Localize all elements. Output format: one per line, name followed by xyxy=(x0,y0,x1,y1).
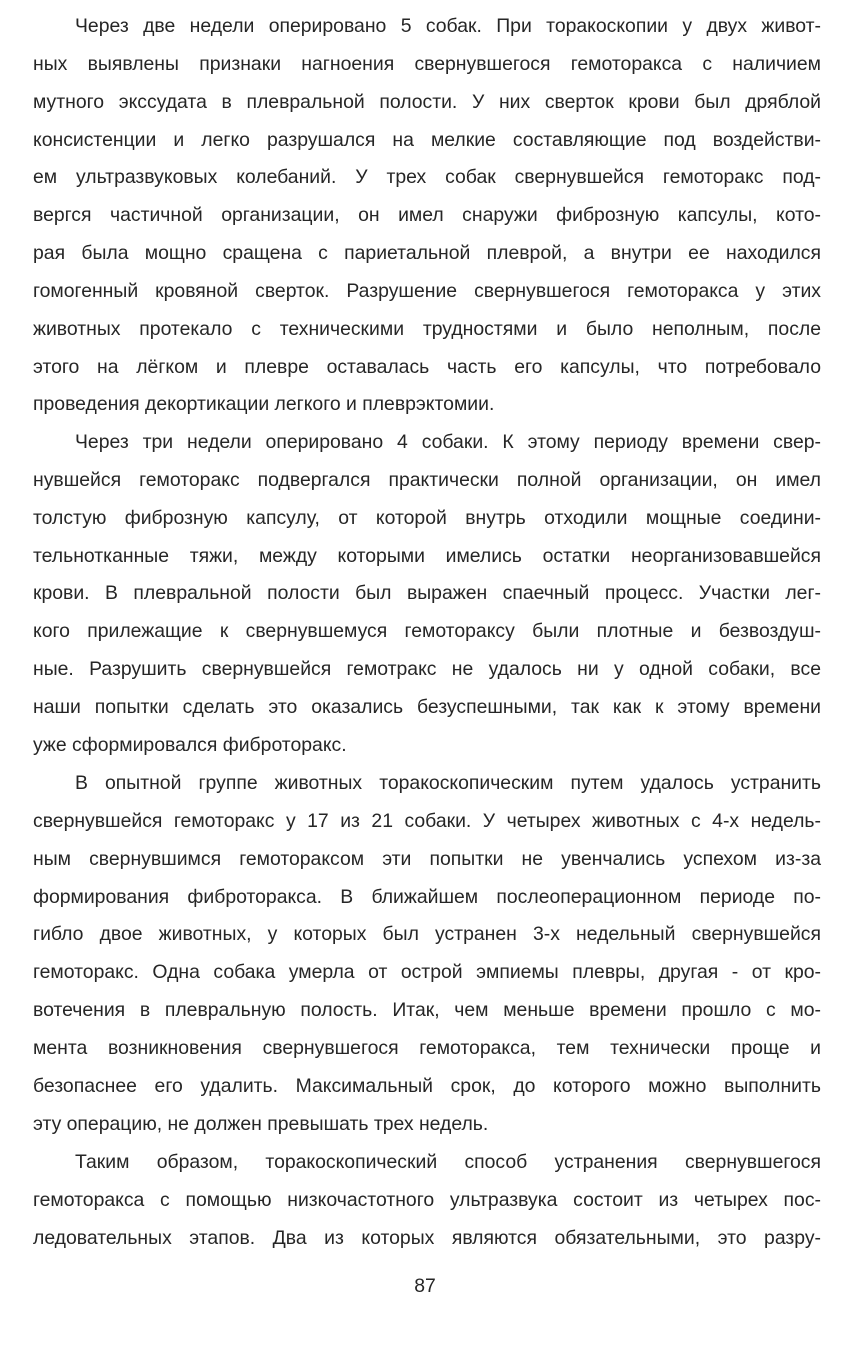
text-line: гибло двое животных, у которых был устранен 3-х недельный свернувшейся xyxy=(33,923,821,946)
text-line: рая была мощно сращена с париетальной плеврой, а внутри ее находился xyxy=(33,242,821,265)
text-line: проведения декортикации легкого и плеврэктомии. xyxy=(33,393,495,416)
text-line: вотечения в плевральную полость. Итак, чем меньше времени прошло с мо- xyxy=(33,999,821,1022)
text-line: ные. Разрушить свернувшейся гемотракс не удалось ни у одной собаки, все xyxy=(33,658,821,681)
text-line: вергся частичной организации, он имел снаружи фиброзную капсулы, кото- xyxy=(33,204,821,227)
page-number: 87 xyxy=(414,1275,436,1297)
text-line: толстую фиброзную капсулу, от которой внутрь отходили мощные соедини- xyxy=(33,506,821,529)
text-line: Через три недели оперировано 4 собаки. К этому периоду времени свер- xyxy=(75,431,821,453)
text-line: ем ультразвуковых колебаний. У трех собак свернувшейся гемоторакс под- xyxy=(33,166,821,189)
text-line: Таким образом, торакоскопический способ устранения свернувшегося xyxy=(75,1151,821,1173)
paragraph-1 xyxy=(33,8,821,424)
text-line: формирования фиброторакса. В ближайшем послеоперационном периоде по- xyxy=(33,885,821,908)
paragraph-2 xyxy=(33,424,821,765)
text-line: гемоторакса с помощью низкочастотного ультразвука состоит из четырех пос- xyxy=(33,1188,821,1211)
text-line: ным свернувшимся гемотораксом эти попытки не увенчались успехом из-за xyxy=(33,847,821,870)
text-line: мутного экссудата в плевральной полости. У них сверток крови был дряблой xyxy=(33,90,821,113)
text-line: свернувшейся гемоторакс у 17 из 21 собаки. У четырех животных с 4-х недель- xyxy=(33,809,821,832)
text-line: безопаснее его удалить. Максимальный срок, до которого можно выполнить xyxy=(33,1074,821,1097)
text-line: нувшейся гемоторакс подвергался практически полной организации, он имел xyxy=(33,468,821,491)
text-line: тельнотканные тяжи, между которыми имелись остатки неорганизовавшейся xyxy=(33,544,821,567)
text-line: ледовательных этапов. Два из которых являются обязательными, это разру- xyxy=(33,1226,821,1249)
text-line: В опытной группе животных торакоскопическим путем удалось устранить xyxy=(75,772,821,794)
text-line: наши попытки сделать это оказались безуспешными, так как к этому времени xyxy=(33,695,821,718)
text-line: кого прилежащие к свернувшемуся гемотораксу были плотные и безвоздуш- xyxy=(33,620,821,643)
text-line: гемоторакс. Одна собака умерла от острой эмпиемы плевры, другая - от кро- xyxy=(33,961,821,984)
paragraph-4 xyxy=(33,1144,821,1258)
text-line: животных протекало с техническими трудностями и было неполным, после xyxy=(33,317,821,340)
text-line: эту операцию, не должен превышать трех недель. xyxy=(33,1112,489,1135)
text-line: крови. В плевральной полости был выражен спаечный процесс. Участки лег- xyxy=(33,582,821,605)
text-line: этого на лёгком и плевре оставалась часть его капсулы, что потребовало xyxy=(33,355,821,378)
text-line: гомогенный кровяной сверток. Разрушение свернувшегося гемоторакса у этих xyxy=(33,279,821,302)
text-line: ных выявлены признаки нагноения свернувшегося гемоторакса с наличием xyxy=(33,52,821,75)
text-line: мента возникновения свернувшегося гемоторакса, тем технически проще и xyxy=(33,1036,821,1059)
text-line: консистенции и легко разрушался на мелкие составляющие под воздействи- xyxy=(33,128,821,151)
paragraph-3 xyxy=(33,765,821,1143)
text-line: Через две недели оперировано 5 собак. При торакоскопии у двух живот- xyxy=(75,15,821,37)
text-line: уже сформировался фиброторакс. xyxy=(33,733,347,756)
